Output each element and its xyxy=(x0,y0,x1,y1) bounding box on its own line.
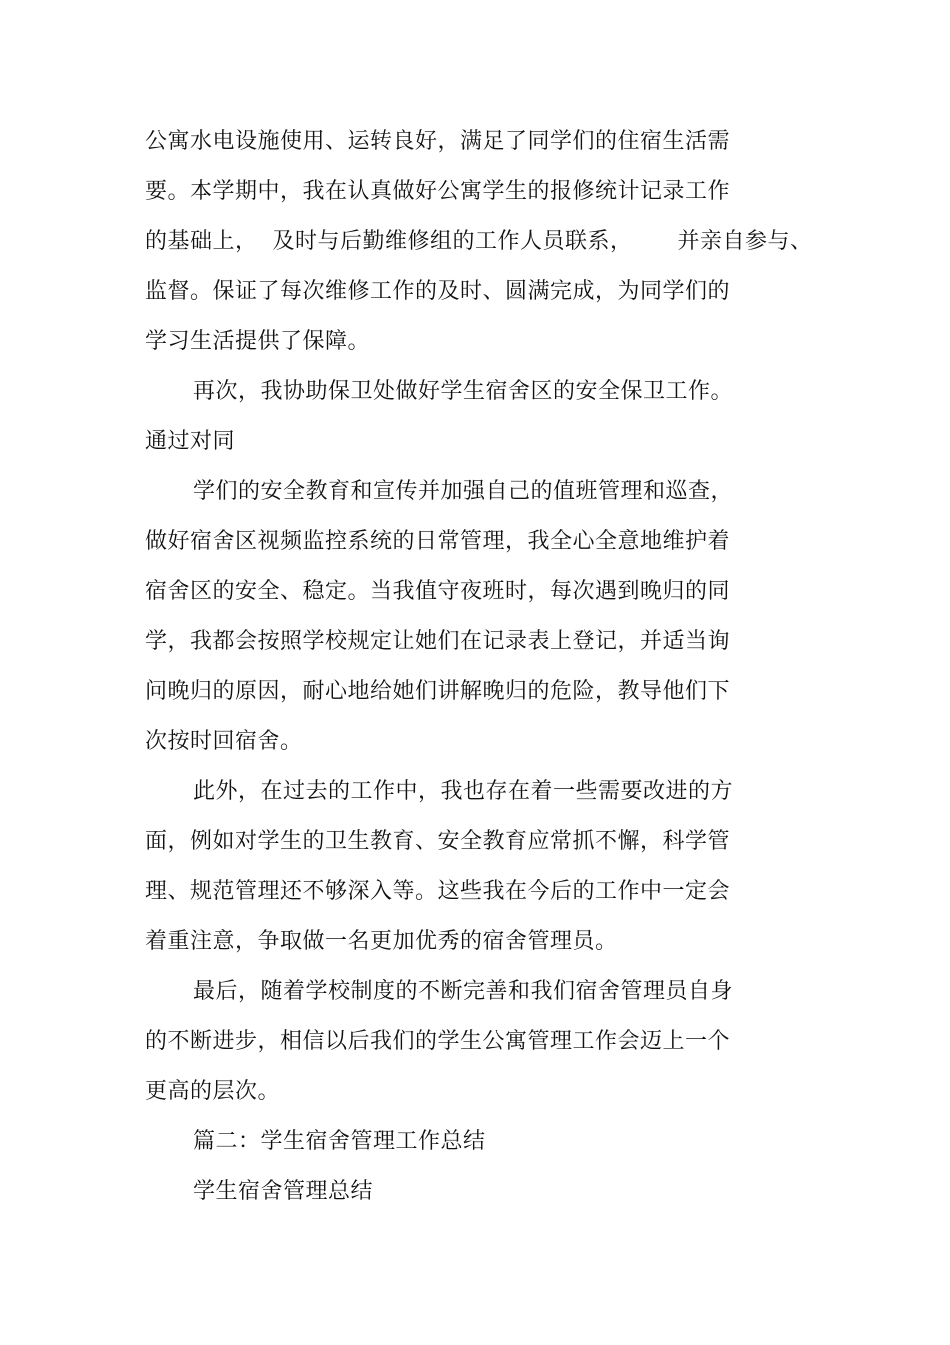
text-line: 理、规范管理还不够深入等。这些我在今后的工作中一定会 xyxy=(145,879,731,904)
text-line: 宿舍区的安全、稳定。当我值守夜班时，每次遇到晚归的同 xyxy=(145,579,731,604)
text-line: 通过对同 xyxy=(145,429,236,454)
document-title: 学生宿舍管理总结 xyxy=(193,1179,374,1204)
text-line: 做好宿舍区视频监控系统的日常管理，我全心全意地维护着 xyxy=(145,529,731,554)
text-line: 再次，我协助保卫处做好学生宿舍区的安全保卫工作。 xyxy=(193,379,734,404)
text-line: 公寓水电设施使用、运转良好，满足了同学们的住宿生活需 xyxy=(145,129,731,154)
text-line: 学习生活提供了保障。 xyxy=(145,329,371,354)
text-line: 问晚归的原因，耐心地给她们讲解晚归的危险，教导他们下 xyxy=(145,679,731,704)
text-line: 着重注意，争取做一名更加优秀的宿舍管理员。 xyxy=(145,929,618,954)
text-line: 最后，随着学校制度的不断完善和我们宿舍管理员自身 xyxy=(193,979,734,1004)
section-heading: 篇二：学生宿舍管理工作总结 xyxy=(193,1129,486,1154)
text-line: 的不断进步，相信以后我们的学生公寓管理工作会迈上一个 xyxy=(145,1029,731,1054)
text-line: 学们的安全教育和宣传并加强自己的值班管理和巡查， xyxy=(193,479,734,504)
text-line: 学，我都会按照学校规定让她们在记录表上登记，并适当询 xyxy=(145,629,731,654)
text-line: 更高的层次。 xyxy=(145,1079,281,1104)
text-line: 次按时回宿舍。 xyxy=(145,729,303,754)
text-line: 面，例如对学生的卫生教育、安全教育应常抓不懈，科学管 xyxy=(145,829,731,854)
text-line: 的基础上， 及时与后勤维修组的工作人员联系， 并亲自参与、 xyxy=(145,229,813,254)
text-line: 要。本学期中，我在认真做好公寓学生的报修统计记录工作 xyxy=(145,179,731,204)
text-line: 此外，在过去的工作中，我也存在着一些需要改进的方 xyxy=(193,779,734,804)
text-line: 监督。保证了每次维修工作的及时、圆满完成，为同学们的 xyxy=(145,279,731,304)
